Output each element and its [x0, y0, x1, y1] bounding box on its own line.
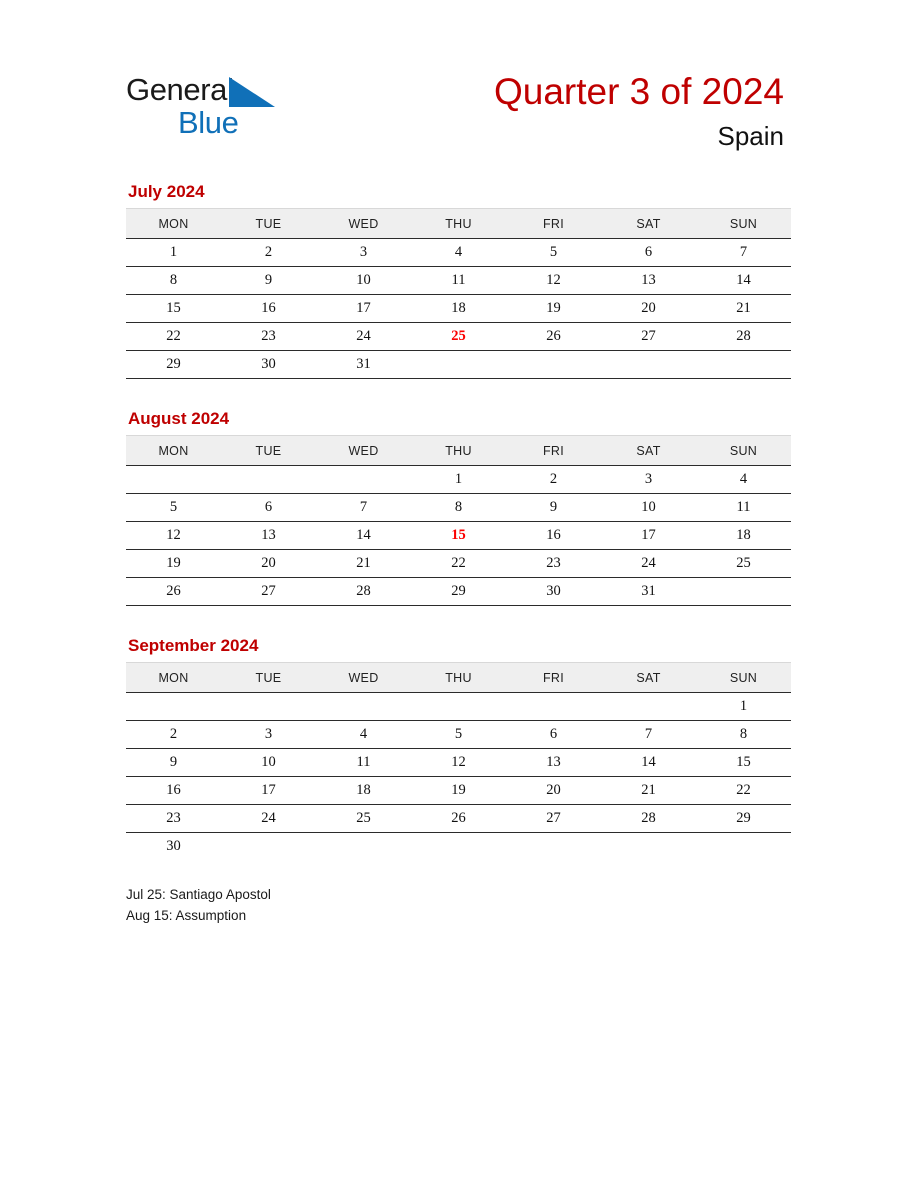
- day-cell[interactable]: 28: [696, 323, 791, 351]
- day-cell[interactable]: 29: [126, 351, 221, 379]
- week-row: [126, 749, 791, 777]
- day-cell-empty: [411, 693, 506, 721]
- day-cell-empty: [221, 466, 316, 494]
- holiday-notes: [126, 884, 271, 926]
- day-cell[interactable]: 1: [696, 693, 791, 721]
- day-cell[interactable]: 11: [316, 749, 411, 777]
- day-cell[interactable]: 9: [506, 494, 601, 522]
- day-cell[interactable]: 25: [316, 805, 411, 833]
- day-cell[interactable]: 21: [601, 777, 696, 805]
- day-cell[interactable]: 18: [696, 522, 791, 550]
- day-cell[interactable]: 24: [221, 805, 316, 833]
- day-cell[interactable]: 20: [601, 295, 696, 323]
- day-cell[interactable]: 26: [411, 805, 506, 833]
- day-cell[interactable]: 3: [221, 721, 316, 749]
- day-cell-empty: [316, 466, 411, 494]
- weekday-header-sat: SAT: [601, 436, 696, 466]
- day-cell[interactable]: 5: [126, 494, 221, 522]
- day-cell[interactable]: 18: [316, 777, 411, 805]
- day-cell-empty: [506, 833, 601, 861]
- day-cell[interactable]: 28: [601, 805, 696, 833]
- weekday-header-row: [126, 209, 791, 239]
- day-cell[interactable]: 6: [221, 494, 316, 522]
- month-heading: August 2024: [128, 409, 230, 428]
- month-calendar-table: [126, 662, 791, 860]
- holiday-note-line: Jul 25: Santiago Apostol: [126, 887, 271, 902]
- week-row: [126, 550, 791, 578]
- day-cell-empty: [221, 693, 316, 721]
- weekday-header-tue: TUE: [221, 209, 316, 239]
- day-cell[interactable]: 2: [506, 466, 601, 494]
- day-cell-holiday[interactable]: 25: [411, 323, 506, 351]
- day-cell[interactable]: 2: [221, 239, 316, 267]
- weekday-header-fri: FRI: [506, 436, 601, 466]
- day-cell[interactable]: 31: [601, 578, 696, 606]
- month-heading: September 2024: [128, 636, 259, 655]
- day-cell[interactable]: 30: [166, 838, 181, 854]
- week-row: [126, 522, 791, 550]
- day-cell-empty: [696, 578, 791, 606]
- day-cell-empty: [221, 833, 316, 861]
- day-cell[interactable]: 22: [126, 323, 221, 351]
- day-cell[interactable]: 13: [221, 522, 316, 550]
- logo-word-general: General: [126, 72, 234, 107]
- day-cell-empty: [411, 351, 506, 379]
- month-calendar-table: [126, 208, 791, 379]
- day-cell[interactable]: 12: [126, 522, 221, 550]
- day-cell[interactable]: 5: [411, 721, 506, 749]
- day-cell[interactable]: 23: [126, 805, 221, 833]
- week-row: [126, 239, 791, 267]
- day-cell[interactable]: 6: [506, 721, 601, 749]
- day-cell-empty: [316, 693, 411, 721]
- weekday-header-wed: WED: [316, 209, 411, 239]
- weekday-header-mon: MON: [126, 209, 221, 239]
- day-cell[interactable]: 7: [316, 494, 411, 522]
- title-block: [494, 70, 784, 152]
- month-calendar-table: [126, 435, 791, 606]
- day-cell[interactable]: 16: [506, 522, 601, 550]
- day-cell-empty: [506, 693, 601, 721]
- day-cell[interactable]: 24: [601, 550, 696, 578]
- day-cell[interactable]: 14: [601, 749, 696, 777]
- day-cell[interactable]: 17: [601, 522, 696, 550]
- day-cell-empty: [126, 693, 221, 721]
- day-cell[interactable]: 16: [221, 295, 316, 323]
- month-block: [126, 636, 791, 860]
- day-cell[interactable]: 29: [696, 805, 791, 833]
- month-block: [126, 182, 791, 379]
- day-cell[interactable]: 10: [316, 267, 411, 295]
- day-cell[interactable]: 14: [696, 267, 791, 295]
- week-row: [126, 721, 791, 749]
- day-cell[interactable]: 8: [696, 721, 791, 749]
- weekday-header-tue: TUE: [221, 663, 316, 693]
- day-cell[interactable]: 12: [506, 267, 601, 295]
- day-cell[interactable]: 17: [221, 777, 316, 805]
- day-cell[interactable]: 22: [411, 550, 506, 578]
- logo-word-blue: Blue: [178, 105, 239, 140]
- day-cell[interactable]: 7: [696, 239, 791, 267]
- day-cell[interactable]: 31: [316, 351, 411, 379]
- day-cell[interactable]: 28: [316, 578, 411, 606]
- week-row: [126, 323, 791, 351]
- day-cell[interactable]: 21: [316, 550, 411, 578]
- day-cell[interactable]: 22: [696, 777, 791, 805]
- day-cell[interactable]: 18: [411, 295, 506, 323]
- week-row: [126, 777, 791, 805]
- day-cell[interactable]: 3: [601, 466, 696, 494]
- holiday-note-line: Aug 15: Assumption: [126, 908, 247, 923]
- day-cell[interactable]: 30: [221, 351, 316, 379]
- day-cell[interactable]: 25: [696, 550, 791, 578]
- week-row: [126, 578, 791, 606]
- day-cell[interactable]: 19: [411, 777, 506, 805]
- weekday-header-tue: TUE: [221, 436, 316, 466]
- day-cell[interactable]: 20: [221, 550, 316, 578]
- week-row: [126, 805, 791, 833]
- day-cell-empty: [316, 833, 411, 861]
- day-cell[interactable]: 14: [316, 522, 411, 550]
- day-cell[interactable]: 20: [506, 777, 601, 805]
- day-cell[interactable]: 24: [316, 323, 411, 351]
- day-cell-empty: [601, 833, 696, 861]
- day-cell[interactable]: 23: [221, 323, 316, 351]
- day-cell[interactable]: 13: [601, 267, 696, 295]
- logo-triangle-icon: [229, 77, 275, 107]
- day-cell[interactable]: 26: [126, 578, 221, 606]
- weekday-header-row: [126, 436, 791, 466]
- day-cell-empty: [696, 833, 791, 861]
- week-row: [126, 494, 791, 522]
- day-cell-holiday[interactable]: 15: [411, 522, 506, 550]
- weekday-header-thu: THU: [411, 436, 506, 466]
- week-row: [126, 267, 791, 295]
- day-cell[interactable]: 26: [506, 323, 601, 351]
- day-cell-empty: [696, 351, 791, 379]
- day-cell[interactable]: 15: [126, 295, 221, 323]
- weekday-header-thu: THU: [411, 663, 506, 693]
- day-cell[interactable]: 8: [126, 267, 221, 295]
- weekday-header-mon: MON: [126, 436, 221, 466]
- weekday-header-mon: MON: [126, 663, 221, 693]
- day-cell[interactable]: 3: [316, 239, 411, 267]
- weekday-header-sun: SUN: [696, 663, 791, 693]
- day-cell-empty: [601, 351, 696, 379]
- day-cell[interactable]: 21: [696, 295, 791, 323]
- week-row: [126, 833, 791, 861]
- day-cell[interactable]: 29: [411, 578, 506, 606]
- month-block: [126, 409, 791, 606]
- day-cell[interactable]: 13: [506, 749, 601, 777]
- day-cell[interactable]: 27: [221, 578, 316, 606]
- page-header: [0, 0, 918, 170]
- weekday-header-sun: SUN: [696, 436, 791, 466]
- day-cell-empty: [411, 833, 506, 861]
- day-cell[interactable]: 15: [696, 749, 791, 777]
- weekday-header-wed: WED: [316, 663, 411, 693]
- day-cell[interactable]: 27: [506, 805, 601, 833]
- weekday-header-sun: SUN: [696, 209, 791, 239]
- day-cell-empty: [126, 466, 221, 494]
- weekday-header-fri: FRI: [506, 209, 601, 239]
- day-cell[interactable]: 1: [126, 239, 221, 267]
- page-title: Quarter 3 of 2024: [493, 71, 784, 112]
- day-cell[interactable]: 10: [221, 749, 316, 777]
- general-blue-logo: [126, 72, 356, 142]
- weekday-header-thu: THU: [411, 209, 506, 239]
- day-cell[interactable]: 11: [411, 267, 506, 295]
- day-cell[interactable]: 17: [316, 295, 411, 323]
- day-cell[interactable]: 19: [506, 295, 601, 323]
- country-subtitle: Spain: [717, 121, 784, 151]
- day-cell[interactable]: 27: [601, 323, 696, 351]
- day-cell-empty: [506, 351, 601, 379]
- day-cell[interactable]: 7: [601, 721, 696, 749]
- day-cell[interactable]: 5: [506, 239, 601, 267]
- week-row: [126, 466, 791, 494]
- day-cell-empty: [601, 693, 696, 721]
- calendar-months-container: [126, 182, 791, 890]
- week-row: [126, 351, 791, 379]
- day-cell[interactable]: 23: [506, 550, 601, 578]
- day-cell[interactable]: 1: [411, 466, 506, 494]
- day-cell[interactable]: 19: [126, 550, 221, 578]
- day-cell[interactable]: 4: [316, 721, 411, 749]
- week-row: [126, 295, 791, 323]
- month-heading: July 2024: [128, 182, 205, 201]
- day-cell[interactable]: 9: [221, 267, 316, 295]
- day-cell[interactable]: 6: [601, 239, 696, 267]
- day-cell[interactable]: 16: [126, 777, 221, 805]
- weekday-header-wed: WED: [316, 436, 411, 466]
- weekday-header-sat: SAT: [601, 663, 696, 693]
- day-cell[interactable]: 9: [126, 749, 221, 777]
- day-cell[interactable]: 30: [506, 578, 601, 606]
- weekday-header-row: [126, 663, 791, 693]
- day-cell[interactable]: 2: [126, 721, 221, 749]
- day-cell[interactable]: 12: [411, 749, 506, 777]
- week-row: [126, 693, 791, 721]
- day-cell[interactable]: 4: [411, 239, 506, 267]
- day-cell[interactable]: 11: [696, 494, 791, 522]
- day-cell[interactable]: 10: [601, 494, 696, 522]
- weekday-header-fri: FRI: [506, 663, 601, 693]
- day-cell[interactable]: 8: [411, 494, 506, 522]
- weekday-header-sat: SAT: [601, 209, 696, 239]
- day-cell[interactable]: 4: [696, 466, 791, 494]
